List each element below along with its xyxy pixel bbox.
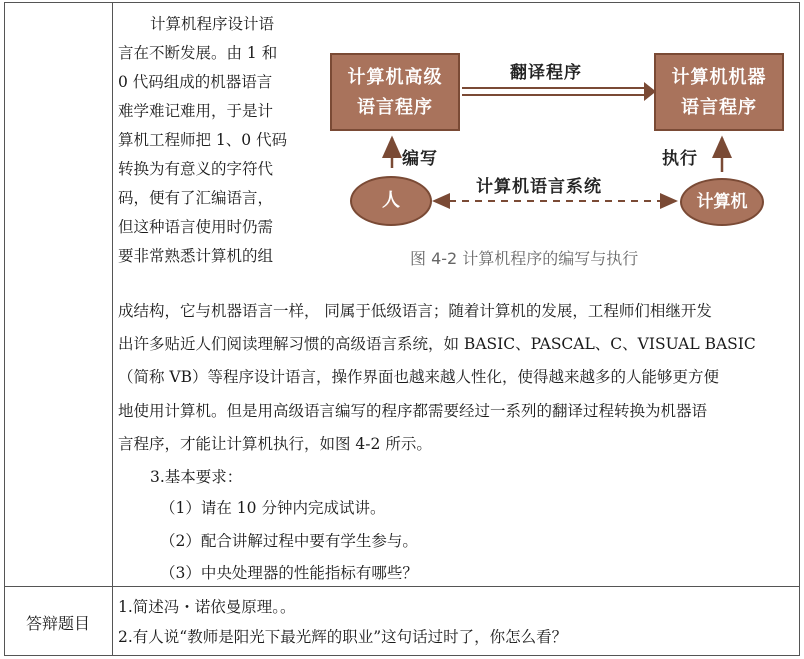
paragraph-line: 言程序，才能让计算机执行，如图 4-2 所示。 [118,435,432,453]
language-system-label: 计算机语言系统 [476,177,602,197]
paragraph-line: 难学难记难用，于是计 [118,102,274,120]
paragraph-line: 言在不断发展。由 1 和 [118,44,278,62]
paragraph-line: 码，便有了汇编语言， [118,189,274,207]
paragraph-line: （简称 VB）等程序设计语言，操作界面也越来越人性化，使得越来越多的人能够更方便 [118,368,720,386]
requirement-item: （1）请在 10 分钟内完成试讲。 [160,499,386,517]
figure-caption: 图 4-2 计算机程序的编写与执行 [410,249,639,268]
paragraph-line: 但这种语言使用时仍需 [118,218,274,236]
paragraph-line: 转换为有意义的字符代 [118,160,274,178]
requirements-title: 3.基本要求： [150,468,243,486]
person-oval: 人 [350,176,432,226]
paragraph-line: 0 代码组成的机器语言 [118,73,273,91]
computer-oval: 计算机 [680,178,764,226]
translate-label: 翻译程序 [510,63,582,83]
requirement-item: （2）配合讲解过程中要有学生参与。 [160,532,418,550]
paragraph-line: 要非常熟悉计算机的组 [118,247,274,265]
execute-label: 执行 [662,149,698,169]
paragraph-line: 算机工程师把 1、0 代码 [118,131,288,149]
paragraph-line: 计算机程序设计语 [150,15,275,33]
paragraph-line: 出许多贴近人们阅读理解习惯的高级语言系统，如 BASIC、PASCAL、C、VISUAL BASIC [118,335,756,353]
requirement-item: （3）中央处理器的性能指标有哪些？ [160,564,418,582]
paragraph-line: 成结构，它与机器语言一样， 同属于低级语言；随着计算机的发展，工程师们相继开发 [118,302,712,320]
paragraph-line: 地使用计算机。但是用高级语言编写的程序都需要经过一系列的翻译过程转换为机器语 [118,402,708,420]
defense-label: 答辩题目 [25,614,90,633]
defense-question: 1.简述冯・诺依曼原理。。 [118,598,296,616]
write-label: 编写 [402,149,438,169]
high-level-language-box: 计算机高级 语言程序 [330,53,460,131]
defense-question: 2.有人说“教师是阳光下最光辉的职业”这句话过时了，你怎么看？ [118,628,568,646]
machine-language-box: 计算机机器 语言程序 [654,53,784,131]
